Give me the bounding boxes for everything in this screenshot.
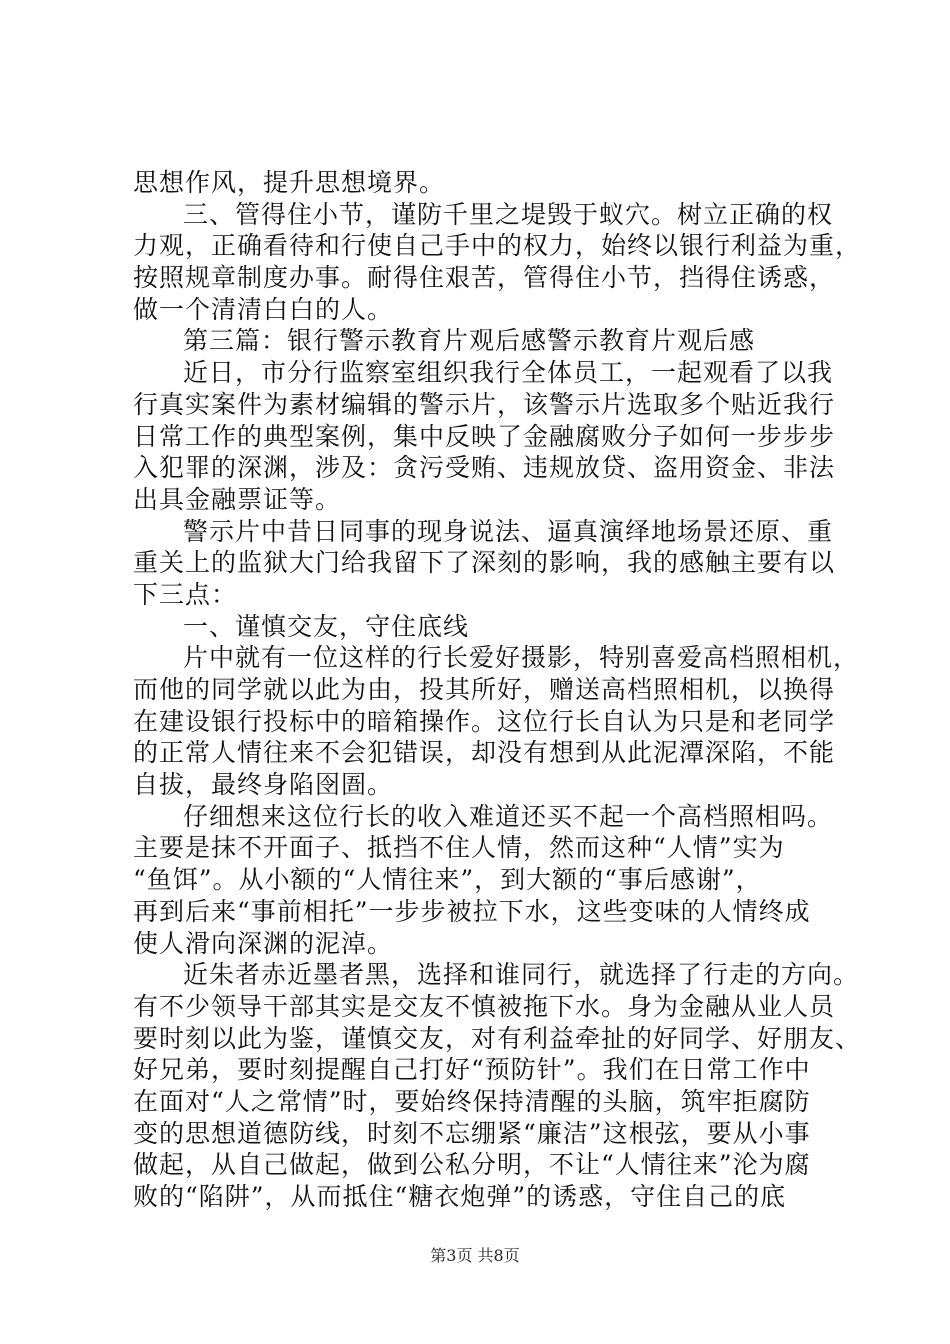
text-line: 力观，正确看待和行使自己手中的权力，始终以银行利益为重， (133, 231, 862, 261)
text-line: 做起，从自己做起，做到公私分明，不让“人情往来”沦为腐 (133, 1150, 811, 1180)
page-number-footer: 第3页 共8页 (430, 1246, 520, 1265)
text-line: 自拔，最终身陷囹圄。 (133, 770, 394, 800)
text-line: 在面对“人之常情”时，要始终保持清醒的头脑，筑牢拒腐防 (133, 1086, 811, 1116)
document-body (133, 167, 862, 1213)
text-line: 再到后来“事前相托”一步步被拉下水，这些变味的人情终成 (133, 896, 811, 926)
text-line: 下三点： (133, 579, 238, 609)
text-line: 思想作风，提升思想境界。 (133, 168, 446, 197)
text-line: 要时刻以此为鉴，谨慎交友，对有利益牵扯的好同学、好朋友、 (133, 1023, 862, 1053)
text-line: 变的思想道德防线，时刻不忘绷紧“廉洁”这根弦，要从小事 (133, 1118, 811, 1148)
text-line: 在建设银行投标中的暗箱操作。这位行长自认为只是和老同学 (133, 706, 836, 736)
text-line: 入犯罪的深渊，涉及：贪污受贿、违规放贷、盗用资金、非法 (133, 453, 836, 483)
text-line: 日常工作的典型案例，集中反映了金融腐败分子如何一步步步 (133, 421, 836, 451)
text-line: “鱼饵”。从小额的“人情往来”，到大额的“事后感谢”， (133, 865, 762, 895)
text-line: 警示片中昔日同事的现身说法、逼真演绎地场景还原、重 (183, 516, 834, 546)
text-line: 按照规章制度办事。耐得住艰苦，管得住小节，挡得住诱惑， (133, 263, 836, 293)
text-line: 近朱者赤近墨者黑，选择和谁同行，就选择了行走的方向。 (183, 960, 860, 990)
text-line: 使人滑向深渊的泥淖。 (133, 928, 394, 958)
text-line: 主要是抹不开面子、抵挡不住人情，然而这种“人情”实为 (133, 833, 785, 863)
text-line: 行真实案件为素材编辑的警示片，该警示片选取多个贴近我行 (133, 389, 836, 419)
text-line: 做一个清清白白的人。 (133, 294, 394, 324)
text-line: 一、谨慎交友，守住底线 (183, 611, 470, 641)
text-line: 而他的同学就以此为由，投其所好，赠送高档照相机，以换得 (133, 675, 836, 704)
text-line: 近日，市分行监察室组织我行全体员工，一起观看了以我 (183, 358, 834, 388)
text-line: 仔细想来这位行长的收入难道还买不起一个高档照相吗。 (183, 801, 834, 831)
text-line: 的正常人情往来不会犯错误，却没有想到从此泥潭深陷，不能 (133, 738, 836, 768)
text-line: 片中就有一位这样的行长爱好摄影，特别喜爱高档照相机， (183, 643, 860, 673)
text-line: 三、管得住小节，谨防千里之堤毁于蚁穴。树立正确的权 (183, 199, 834, 229)
text-line: 重关上的监狱大门给我留下了深刻的影响，我的感触主要有以 (133, 548, 836, 578)
text-line: 败的“陷阱”，从而抵住“糖衣炮弹”的诱惑，守住自己的底 (133, 1182, 787, 1211)
text-line: 出具金融票证等。 (133, 484, 342, 514)
text-line: 好兄弟，要时刻提醒自己打好“预防针”。我们在日常工作中 (133, 1055, 811, 1085)
text-line: 有不少领导干部其实是交友不慎被拖下水。身为金融从业人员 (133, 991, 836, 1021)
text-line: 第三篇：银行警示教育片观后感警示教育片观后感 (183, 326, 756, 356)
